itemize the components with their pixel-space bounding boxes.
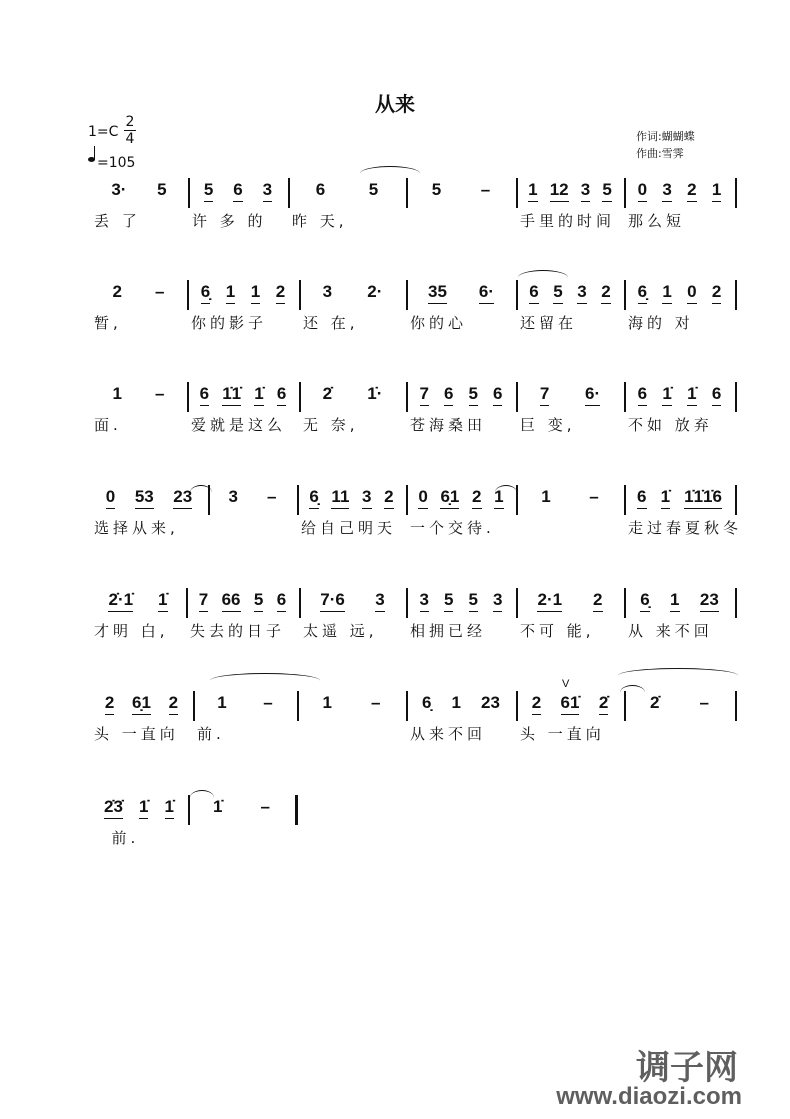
note-group: 1	[670, 590, 679, 612]
note-group: 6	[529, 282, 538, 304]
slur	[360, 166, 420, 181]
lyric-segment: 不可 能,	[520, 622, 595, 640]
note-group: 2	[112, 282, 122, 301]
barline	[406, 485, 408, 515]
slur	[190, 485, 212, 500]
note-group: 1̇	[254, 384, 263, 406]
note-group: 6	[200, 384, 209, 406]
lyric-segment: 走过春夏秋冬	[628, 519, 743, 537]
note-group: –	[371, 693, 381, 712]
slur	[518, 270, 568, 285]
measure	[303, 693, 400, 713]
measure	[294, 180, 400, 200]
note-group: 23	[700, 590, 719, 612]
note-group: 2̇·1̇	[108, 590, 133, 612]
note-group: 1̇	[139, 797, 148, 819]
measure	[412, 693, 510, 713]
measure	[96, 180, 182, 200]
tempo: =105	[97, 155, 136, 171]
note-group: 6	[277, 590, 286, 612]
note-group: 6̣	[201, 282, 210, 304]
barline	[406, 280, 408, 310]
lyric-segment: 才明 白,	[94, 622, 169, 640]
time-bottom: 4	[125, 131, 135, 147]
note-group: 7·6	[320, 590, 345, 612]
lyric-segment: 一个交待.	[410, 519, 495, 537]
lyric-segment: 你的影子	[191, 314, 268, 332]
slur	[620, 685, 645, 700]
final-barline	[295, 795, 298, 825]
note-group: 23	[173, 487, 192, 509]
note-group: 1̇	[687, 384, 696, 406]
lyric-segment: 你的心	[410, 314, 468, 332]
note-group: 3·	[111, 180, 127, 199]
barline	[735, 280, 737, 310]
barline	[188, 178, 190, 208]
note-group: 12	[550, 180, 569, 202]
measure	[305, 590, 400, 612]
note-group: 0	[638, 180, 647, 202]
barline	[516, 178, 518, 208]
barline	[516, 382, 518, 412]
barline	[186, 588, 188, 618]
note-group: 6	[637, 487, 646, 509]
lyric-segment: 选择从来,	[94, 519, 179, 537]
note-group: 3	[662, 180, 671, 202]
note-group: 7	[540, 384, 549, 406]
measure	[522, 180, 618, 202]
note-group: 2	[687, 180, 696, 202]
note-group: –	[260, 797, 270, 816]
note-group: 6	[493, 384, 502, 406]
note-group: –	[589, 487, 599, 506]
note-group: 1	[322, 693, 332, 712]
note-group: 1	[217, 693, 227, 712]
lyric-segment: 给自己明天	[301, 519, 397, 537]
note-group: 1	[451, 693, 461, 712]
lyric-segment: 还留在	[520, 314, 578, 332]
composer: 作曲:雪霁	[636, 147, 684, 160]
note-group: 6·	[585, 384, 600, 406]
barline	[406, 382, 408, 412]
barline	[299, 588, 301, 618]
note-group: –	[480, 180, 491, 199]
measure	[193, 282, 293, 304]
note-group: 35	[428, 282, 447, 304]
note-group: –	[155, 282, 165, 301]
measure	[96, 797, 182, 819]
note-group: 5	[444, 590, 453, 612]
barline	[624, 588, 626, 618]
note-group: 1	[662, 282, 671, 304]
note-group: 5	[431, 180, 442, 199]
measure	[305, 384, 400, 404]
measure	[630, 180, 729, 202]
barline	[735, 691, 737, 721]
barline	[624, 280, 626, 310]
note-group: 6	[277, 384, 286, 406]
measure	[96, 487, 202, 509]
note-group: 1̇	[213, 797, 223, 816]
note-group: 11	[331, 487, 349, 509]
measure	[522, 282, 618, 304]
note-group: –	[263, 693, 273, 712]
note-group: 23	[481, 693, 500, 712]
note-group: 2·	[367, 282, 383, 301]
lyric-segment: 无 奈,	[303, 416, 359, 434]
measure	[522, 693, 618, 715]
barline	[735, 588, 737, 618]
barline	[735, 178, 737, 208]
note-group: 1	[528, 180, 537, 202]
note-group: 3	[362, 487, 371, 509]
lyric-segment: 从来不回	[410, 725, 487, 743]
note-group: 5	[204, 180, 213, 202]
note-group: 7	[420, 384, 429, 406]
slur	[190, 790, 214, 805]
note-group: 5	[553, 282, 562, 304]
lyricist: 作词:蝴蝴蝶	[636, 130, 695, 143]
note-group: 2	[169, 693, 178, 715]
lyric-segment: 面.	[94, 416, 122, 434]
measure	[630, 384, 729, 406]
watermark-url: www.diaozi.com	[556, 1083, 742, 1110]
measure	[96, 693, 187, 715]
lyric-segment: 巨 变,	[520, 416, 576, 434]
lyric-segment: 太遥 远,	[303, 622, 378, 640]
barline	[516, 691, 518, 721]
barline	[406, 691, 408, 721]
note-group: 1	[541, 487, 551, 506]
note-group: 2̇	[322, 384, 333, 403]
lyric-segment: 前.	[94, 829, 140, 847]
lyric-segment: 头 一直向	[520, 725, 605, 743]
slur	[618, 668, 738, 683]
lyric-segment: 丢 了	[94, 212, 141, 230]
note-group: 1̇	[158, 590, 167, 612]
note-group: 5	[469, 590, 478, 612]
note-group: 53	[135, 487, 154, 509]
note-group: 0	[106, 487, 115, 509]
time-signature	[124, 114, 136, 147]
lyric-segment: 从 来不回	[628, 622, 713, 640]
note-group: 2	[105, 693, 114, 715]
barline	[297, 485, 299, 515]
note-group: 2·1	[537, 590, 562, 612]
lyric-segment: 相拥已经	[410, 622, 487, 640]
barline	[624, 178, 626, 208]
time-top: 2	[125, 114, 135, 130]
note-group: 5	[157, 180, 167, 199]
measure	[412, 384, 510, 406]
note-group: 2	[712, 282, 721, 304]
measure	[522, 487, 618, 507]
note-group: 7	[199, 590, 208, 612]
note-group: 2	[472, 487, 481, 509]
lyric-segment: 暂,	[94, 314, 122, 332]
note-group: 3	[263, 180, 272, 202]
barline	[299, 280, 301, 310]
barline	[516, 588, 518, 618]
note-group: 1	[112, 384, 122, 403]
measure	[412, 590, 510, 612]
note-group: 3	[581, 180, 590, 202]
note-group: 2̇	[650, 693, 660, 712]
measure	[193, 384, 293, 406]
measure	[303, 487, 400, 509]
lyric-segment: 海的 对	[628, 314, 694, 332]
lyric-segment: 许 多 的	[192, 212, 267, 230]
lyric-segment: 还 在,	[303, 314, 359, 332]
lyric-segment: 前.	[197, 725, 225, 743]
measure	[630, 590, 729, 612]
note-group: 6̣1	[132, 693, 151, 715]
note-group: 6	[444, 384, 453, 406]
lyric-segment: 昨 天,	[292, 212, 348, 230]
key-signature: 1=C	[88, 124, 119, 140]
barline	[193, 691, 195, 721]
barline	[735, 485, 737, 515]
note-group: 2	[276, 282, 285, 304]
note-group: 1̇1̇1̇6	[684, 487, 722, 509]
note-group: 2	[593, 590, 602, 612]
note-group: 5	[368, 180, 379, 199]
note-group: 1̇	[662, 384, 671, 406]
measure	[630, 282, 729, 304]
song-title: 从来	[375, 92, 415, 116]
note-group: 2̇3̇	[104, 797, 123, 819]
note-group: 0	[418, 487, 427, 509]
note-group: 61̇	[561, 693, 580, 715]
note-group: 5	[254, 590, 263, 612]
note-group: 1	[251, 282, 260, 304]
note-group: 6̣	[638, 282, 647, 304]
note-group: 3	[375, 590, 384, 612]
note-group: 3	[493, 590, 502, 612]
note-group: –	[699, 693, 709, 712]
note-group: 1	[712, 180, 721, 202]
lyric-segment: 手里的时间	[520, 212, 616, 230]
note-group: 5	[602, 180, 611, 202]
note-group: 1̇	[661, 487, 670, 509]
barline	[735, 382, 737, 412]
measure	[214, 487, 291, 507]
measure	[412, 180, 510, 200]
note-group: 6	[315, 180, 326, 199]
measure	[96, 384, 181, 404]
note-group: 1̇1̇	[222, 384, 241, 406]
note-group: 3	[322, 282, 333, 301]
measure	[192, 590, 293, 612]
barline	[624, 382, 626, 412]
note-group: 2	[532, 693, 541, 715]
note-group: 1̇·	[367, 384, 383, 403]
note-group: 2	[384, 487, 393, 509]
slur	[210, 673, 320, 688]
lyric-segment: 头 一直向	[94, 725, 179, 743]
note-group: –	[155, 384, 165, 403]
breath-mark: V	[562, 678, 570, 690]
note-group: 2	[601, 282, 610, 304]
note-group: 6̣	[309, 487, 318, 509]
note-group: 3	[228, 487, 238, 506]
note-group: 6̣	[640, 590, 649, 612]
barline	[406, 588, 408, 618]
note-group: 2̇	[599, 693, 608, 715]
barline	[288, 178, 290, 208]
note-group: 0	[687, 282, 696, 304]
note-group: 6̣1	[440, 487, 459, 509]
lyric-segment: 苍海桑田	[410, 416, 487, 434]
slur	[495, 485, 517, 500]
note-group: 6	[712, 384, 721, 406]
note-group: 1̇	[165, 797, 174, 819]
barline	[406, 178, 408, 208]
barline	[299, 382, 301, 412]
quarter-note-icon	[88, 146, 96, 162]
measure	[522, 590, 618, 612]
note-group: 3	[420, 590, 429, 612]
barline	[624, 485, 626, 515]
measure	[412, 282, 510, 304]
lyric-segment: 那么短	[628, 212, 686, 230]
note-group: 3	[577, 282, 586, 304]
measure	[305, 282, 400, 302]
note-group: 1	[226, 282, 235, 304]
measure	[630, 487, 729, 509]
barline	[187, 382, 189, 412]
measure	[199, 693, 291, 713]
note-group: 5	[469, 384, 478, 406]
measure	[194, 180, 282, 202]
watermark-logo: 调子网	[636, 1048, 738, 1088]
lyric-segment: 爱就是这么	[191, 416, 287, 434]
lyric-segment: 失去的日子	[190, 622, 286, 640]
note-group: 6̣	[422, 693, 432, 712]
note-group: –	[267, 487, 277, 506]
note-group: 66	[222, 590, 241, 612]
measure	[522, 384, 618, 406]
barline	[297, 691, 299, 721]
lyric-segment: 不如 放弃	[628, 416, 713, 434]
barline	[187, 280, 189, 310]
measure	[96, 590, 180, 612]
measure	[96, 282, 181, 302]
note-group: 6·	[479, 282, 494, 304]
note-group: 6	[233, 180, 242, 202]
note-group: 1	[494, 487, 503, 509]
note-group: 6	[638, 384, 647, 406]
